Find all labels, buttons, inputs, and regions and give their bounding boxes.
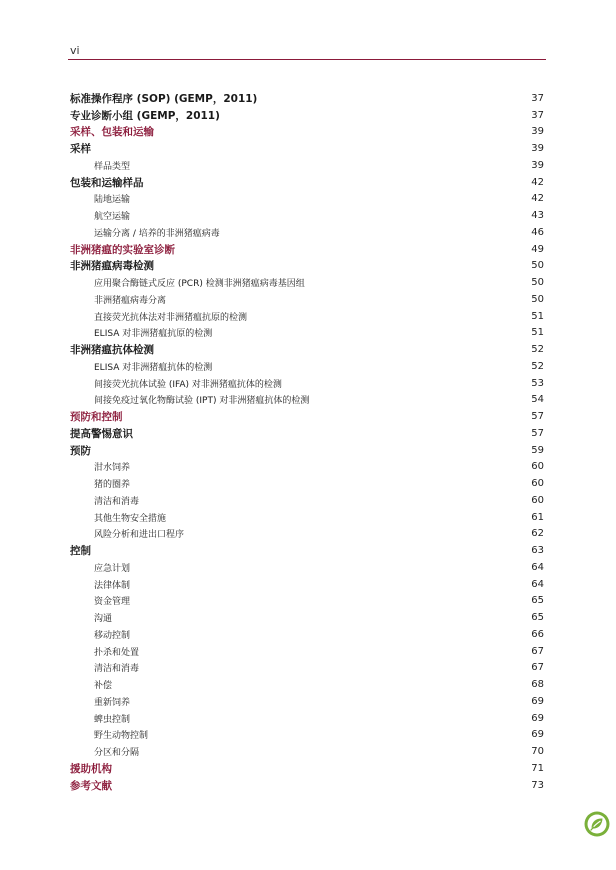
toc-entry-label: ELISA 对非洲猪瘟抗体的检测 [94,362,213,373]
toc-entry-label: 清洁和消毒 [94,664,140,675]
toc-entry-label: 非洲猪瘟抗体检测 [70,344,154,357]
toc-subentry[interactable] [70,526,544,543]
toc-section-entry[interactable] [70,140,544,157]
toc-subentry[interactable] [70,676,544,693]
toc-subentry[interactable] [70,643,544,660]
toc-entry-page: 69 [531,695,544,707]
toc-subentry[interactable] [70,308,544,325]
toc-entry-label: 援助机构 [70,762,112,775]
toc-entry-page: 67 [531,662,544,674]
toc-entry-page: 64 [531,561,544,573]
toc-section-entry[interactable] [70,425,544,442]
toc-subentry[interactable] [70,727,544,744]
toc-entry-label: 补偿 [94,681,113,692]
toc-entry-label: 样品类型 [94,161,131,172]
toc-entry-page: 73 [531,779,544,791]
toc-subentry[interactable] [70,475,544,492]
toc-entry-label: 参考文献 [70,779,112,792]
toc-entry-page: 61 [531,511,544,523]
toc-subentry[interactable] [70,325,544,342]
toc-subentry[interactable] [70,224,544,241]
toc-entry-page: 65 [531,612,544,624]
toc-subentry[interactable] [70,660,544,677]
toc-entry-label: 非洲猪瘟的实验室诊断 [70,243,175,256]
toc-entry-label: 陆地运输 [94,195,131,206]
toc-entry-page: 69 [531,729,544,741]
toc-subentry[interactable] [70,593,544,610]
toc-section-entry[interactable] [70,442,544,459]
toc-subentry[interactable] [70,358,544,375]
toc-subentry[interactable] [70,576,544,593]
toc-section-entry[interactable] [70,174,544,191]
toc-entry-label: 航空运输 [94,212,131,223]
toc-entry-page: 42 [531,176,544,188]
toc-subentry[interactable] [70,743,544,760]
toc-entry-label: 风险分析和进出口程序 [94,530,185,541]
toc-section-entry[interactable] [70,760,544,777]
toc-subentry[interactable] [70,693,544,710]
toc-entry-label: 猪的圈养 [94,480,131,491]
toc-entry-label: 运输分离 / 培养的非洲猪瘟病毒 [94,228,220,239]
toc-subentry[interactable] [70,459,544,476]
toc-entry-label: 预防和控制 [70,411,123,424]
toc-entry-page: 62 [531,528,544,540]
toc-entry-label: 非洲猪瘟病毒分离 [94,295,167,306]
toc-entry-page: 64 [531,578,544,590]
toc-entry-page: 50 [531,260,544,272]
toc-entry-label: 间接荧光抗体试验 (IFA) 对非洲猪瘟抗体的检测 [94,379,282,390]
toc-section-entry[interactable] [70,107,544,124]
toc-entry-label: 标准操作程序 (SOP) (GEMP，2011) [70,92,258,105]
toc-entry-label: 扑杀和处置 [94,647,140,658]
toc-entry-label: 直接荧光抗体法对非洲猪瘟抗原的检测 [94,312,248,323]
toc-section-entry[interactable] [70,258,544,275]
toc-entry-page: 51 [531,310,544,322]
toc-subentry[interactable] [70,291,544,308]
toc-entry-page: 68 [531,679,544,691]
toc-subentry[interactable] [70,392,544,409]
toc-entry-page: 39 [531,159,544,171]
toc-entry-page: 57 [531,411,544,423]
toc-entry-label: 资金管理 [94,597,131,608]
toc-entry-label: 非洲猪瘟病毒检测 [70,260,154,273]
toc-entry-label: ELISA 对非洲猪瘟抗原的检测 [94,329,213,340]
toc-entry-label: 沟通 [94,614,113,625]
toc-entry-page: 46 [531,226,544,238]
toc-entry-page: 49 [531,243,544,255]
toc-entry-page: 50 [531,293,544,305]
toc-subentry[interactable] [70,207,544,224]
toc-entry-label: 清洁和消毒 [94,496,140,507]
toc-entry-page: 60 [531,478,544,490]
toc-subentry[interactable] [70,375,544,392]
toc-entry-page: 66 [531,628,544,640]
toc-section-entry[interactable] [70,408,544,425]
toc-entry-page: 63 [531,545,544,557]
toc-entry-label: 预防 [70,444,91,457]
toc-section-entry[interactable] [70,124,544,141]
toc-entry-page: 52 [531,344,544,356]
toc-entry-page: 50 [531,277,544,289]
toc-subentry[interactable] [70,626,544,643]
toc-entry-page: 52 [531,360,544,372]
toc-entry-page: 65 [531,595,544,607]
toc-entry-label: 专业诊断小组 (GEMP，2011) [70,109,220,122]
toc-entry-page: 57 [531,427,544,439]
toc-subentry[interactable] [70,492,544,509]
toc-entry-label: 蜱虫控制 [94,714,131,725]
toc-entry-label: 其他生物安全措施 [94,513,167,524]
toc-entry-page: 67 [531,645,544,657]
toc-entry-label: 采样、包装和运输 [70,126,154,139]
toc-entry-page: 43 [531,210,544,222]
toc-entry-label: 分区和分隔 [94,748,140,759]
toc-entry-page: 60 [531,494,544,506]
toc-entry-label: 采样 [70,143,91,156]
toc-entry-page: 59 [531,444,544,456]
toc-entry-label: 应急计划 [94,563,131,574]
toc-subentry[interactable] [70,710,544,727]
toc-entry-page: 37 [531,92,544,104]
leaf-circle-icon [583,810,611,838]
toc-entry-page: 54 [531,394,544,406]
toc-section-entry[interactable] [70,542,544,559]
toc-subentry[interactable] [70,274,544,291]
toc-entry-label: 重新饲养 [94,697,131,708]
toc-section-entry[interactable] [70,241,544,258]
toc-entry-page: 39 [531,126,544,138]
toc-entry-label: 应用聚合酶链式反应 (PCR) 检测非洲猪瘟病毒基因组 [94,279,305,290]
toc-subentry[interactable] [70,559,544,576]
page-number: vi [70,44,80,57]
toc-entry-page: 70 [531,746,544,758]
toc-entry-label: 泔水饲养 [94,463,131,474]
toc-section-entry[interactable] [70,341,544,358]
toc-subentry[interactable] [70,509,544,526]
toc-entry-page: 60 [531,461,544,473]
toc-entry-page: 42 [531,193,544,205]
toc-entry-page: 51 [531,327,544,339]
toc-section-entry[interactable] [70,90,544,107]
toc-subentry[interactable] [70,157,544,174]
toc-entry-page: 53 [531,377,544,389]
header-divider [68,59,546,60]
toc-entry-label: 提高警惕意识 [70,427,133,440]
toc-entry-label: 野生动物控制 [94,731,149,742]
toc-entry-label: 移动控制 [94,630,131,641]
toc-subentry[interactable] [70,191,544,208]
toc-subentry[interactable] [70,609,544,626]
table-of-contents [70,90,544,794]
toc-entry-page: 69 [531,712,544,724]
toc-entry-label: 间接免疫过氧化物酶试验 (IPT) 对非洲猪瘟抗体的检测 [94,396,310,407]
toc-entry-page: 71 [531,762,544,774]
toc-entry-page: 39 [531,143,544,155]
toc-entry-label: 包装和运输样品 [70,176,144,189]
toc-entry-label: 控制 [70,545,91,558]
toc-entry-page: 37 [531,109,544,121]
toc-entry-label: 法律体制 [94,580,131,591]
toc-section-entry[interactable] [70,777,544,794]
